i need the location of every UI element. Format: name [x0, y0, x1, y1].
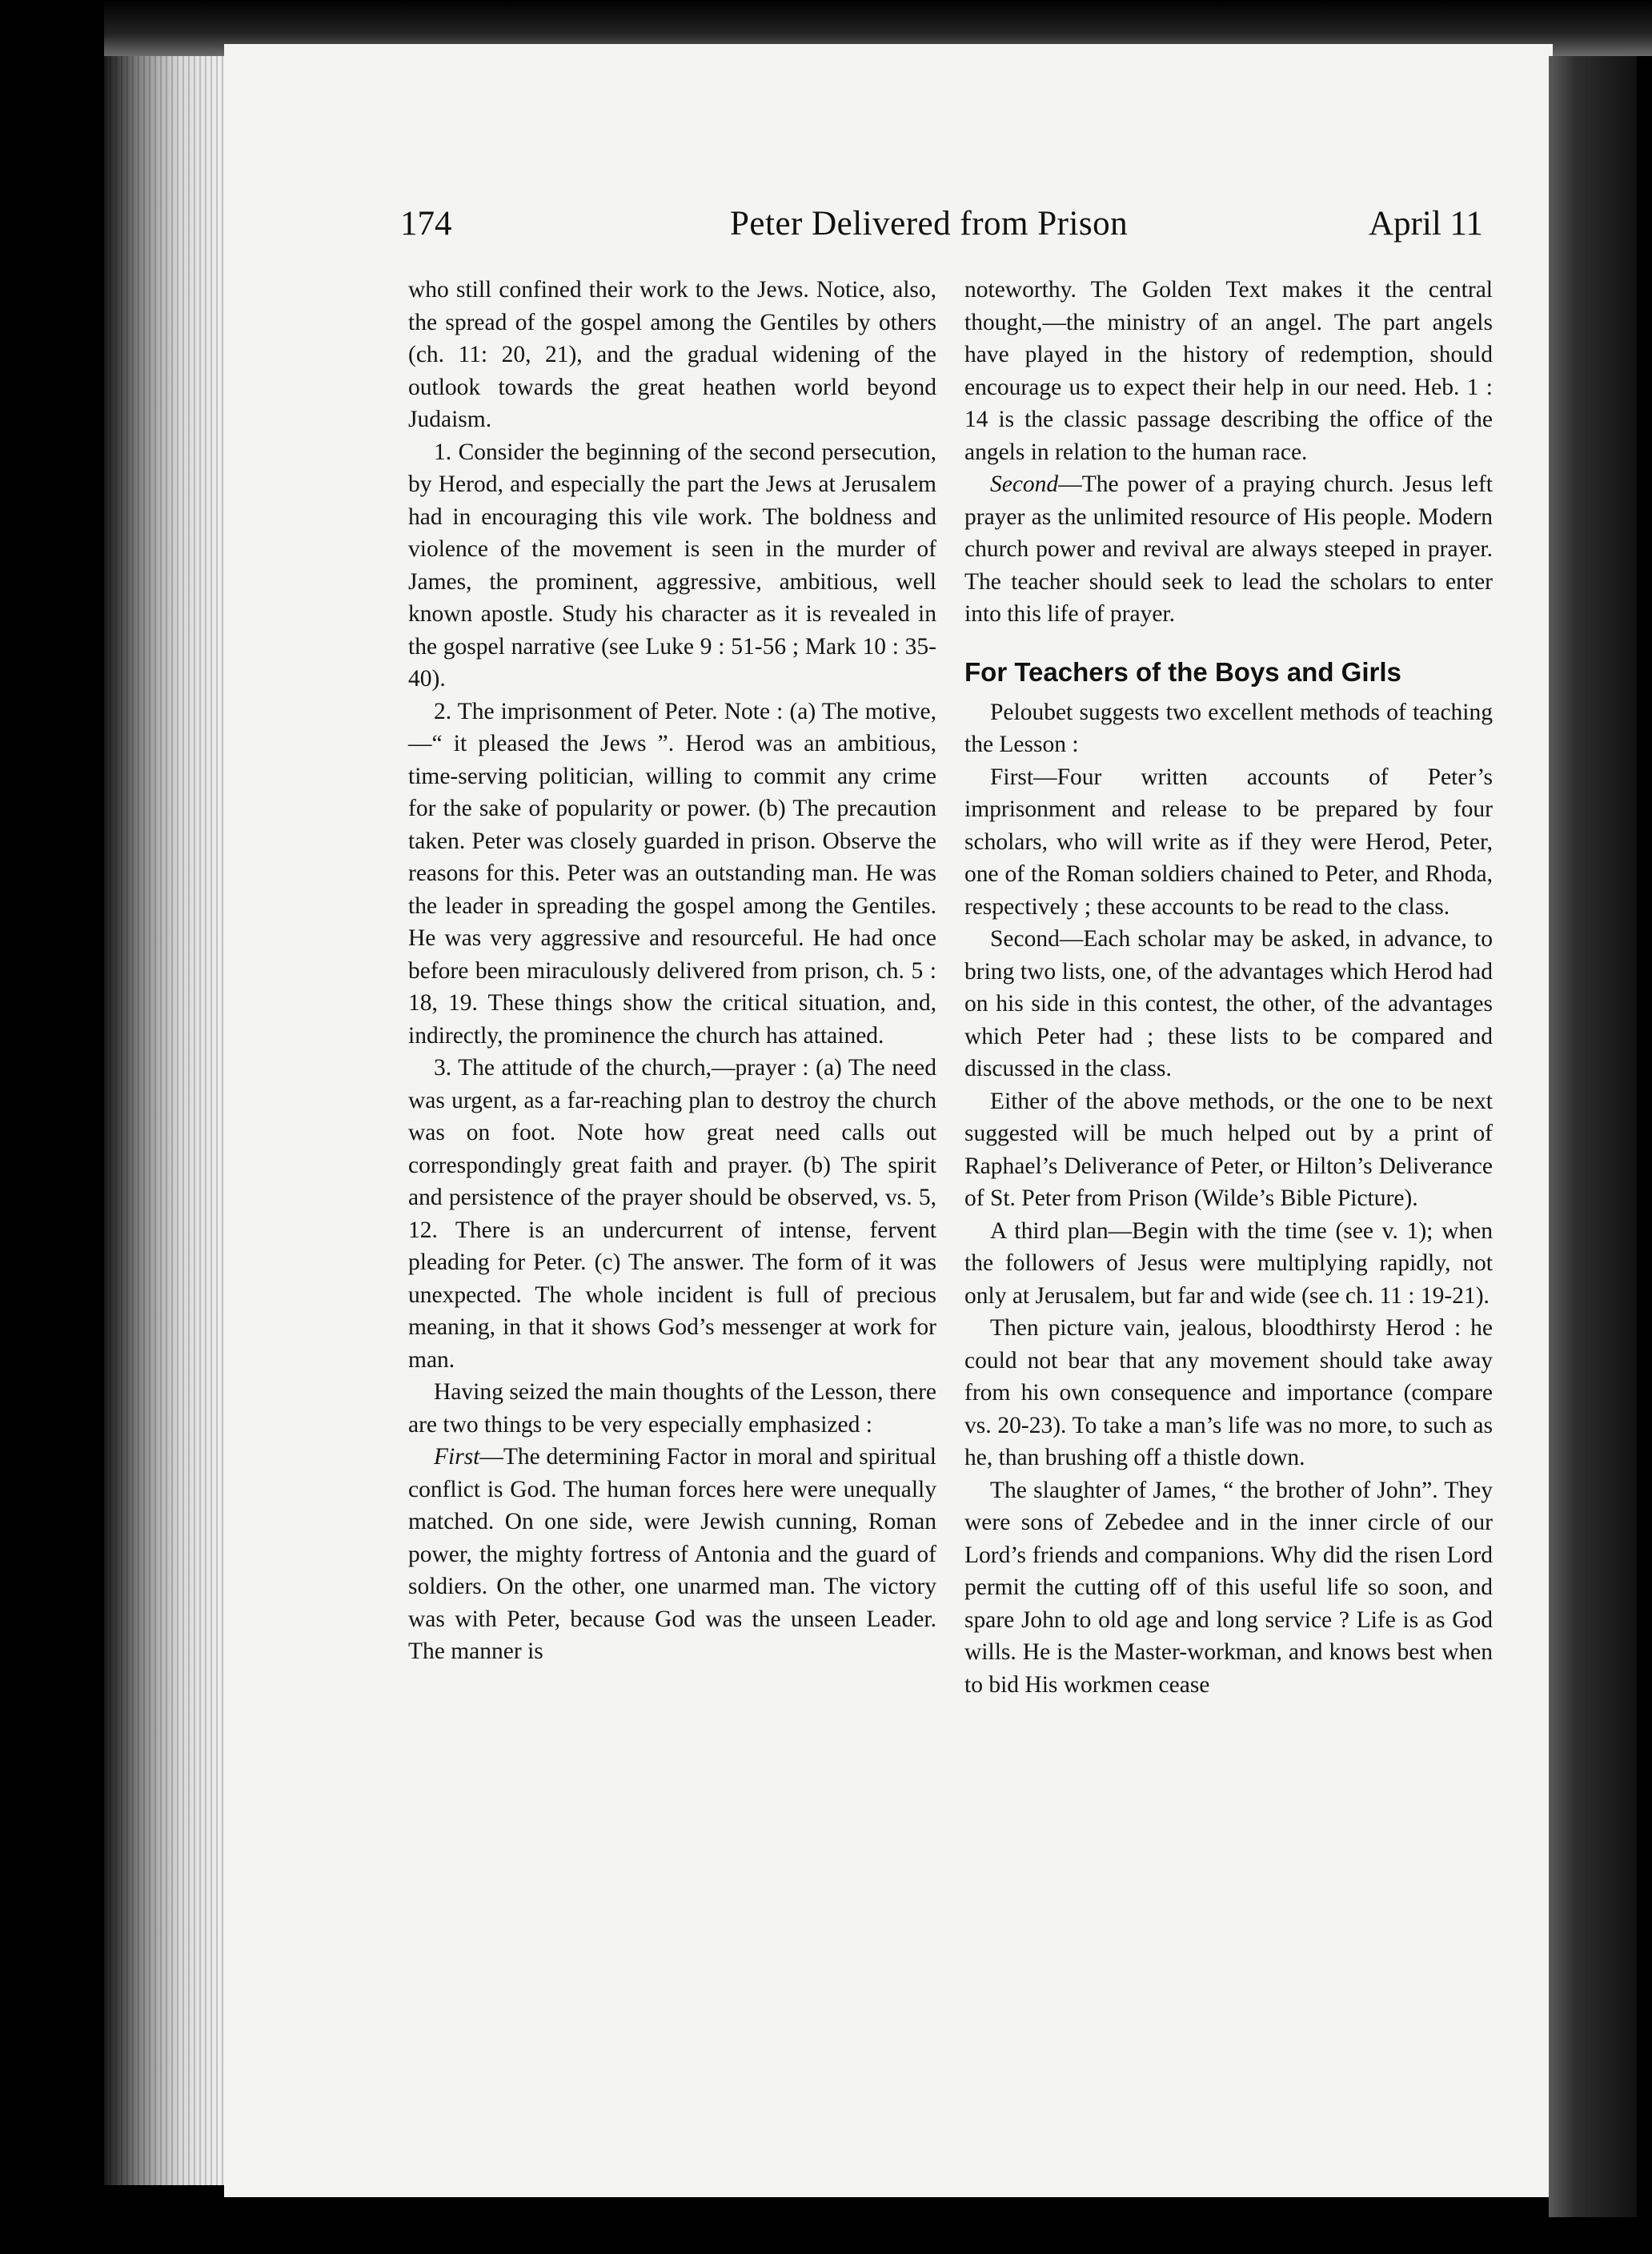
paragraph: First—Four written accounts of Peter’s imprisonment and release to be prepared by four scholars, who will write as if they were Herod, Peter, one of the Roman soldiers chained to Peter, and Rhoda, respectively ; these accounts to be read to the class. — [964, 764, 1493, 920]
paragraph: Having seized the main thoughts of the Lesson, there are two things to be very especially emphasized : — [408, 1379, 936, 1438]
right-book-edge — [1549, 56, 1637, 2217]
page-title: Peter Delivered from Prison — [730, 205, 1129, 243]
paragraph: 1. Consider the beginning of the second persecution, by Herod, and especially the part the Jews at Jerusalem had in encouraging this vile work. The boldness and violence of the movement is seen in the murder of James, the prominent, aggressive, ambitious, well known apostle. Study his character as it is revealed in the gospel narrative (see Luke 9 : 51-56 ; Mark 10 : 35-40). — [408, 439, 936, 692]
page-date: April 11 — [1369, 205, 1483, 243]
paragraph: First—The determining Factor in moral and spiritual conflict is God. The human forces here were unequally matched. On one side, were Jewish cunning, Roman power, the mighty fortress of Antonia and the guard of soldiers. On the other, one unarmed man. The victory was with Peter, because God was the unseen Leader. The manner is — [408, 1444, 936, 1664]
section-heading: For Teachers of the Boys and Girls — [964, 656, 1401, 687]
lead-word: First — [434, 1444, 480, 1470]
paragraph: A third plan—Begin with the time (see v. 1); when the followers of Jesus were multiplying rapidly, not only at Jerusalem, but far and wide (see ch. 11 : 19-21). — [964, 1217, 1493, 1309]
paragraph: who still confined their work to the Jews. Notice, also, the spread of the gospel among the Gentiles by others (ch. 11: 20, 21), and the gradual widening of the outlook towards the great heathen world beyond Judaism. — [408, 277, 936, 432]
book-page-edges — [104, 56, 232, 2185]
paragraph: The slaughter of James, “ the brother of John”. They were sons of Zebedee and in the inner circle of our Lord’s friends and companions. Why did the risen Lord permit the cutting off of this useful life so soon, and spare John to old age and long service ? Life is as God wills. He is the Master-workman, and knows best when to bid His workmen cease — [964, 1477, 1493, 1698]
lead-word: Second — [990, 471, 1059, 497]
paragraph: Second—The power of a praying church. Jesus left prayer as the unlimited resource of His people. Modern church power and revival are always steeped in prayer. The teacher should seek to lead the scholars to enter into this life of prayer. — [964, 471, 1493, 627]
running-header — [400, 204, 1505, 252]
paragraph: 3. The attitude of the church,—prayer : (a) The need was urgent, as a far-reaching plan to destroy the church was on foot. Note how great need calls out correspondingly great faith and prayer. (b) The spirit and persistence of the prayer should be observed, vs. 5, 12. There is an undercurrent of intense, fervent pleading for Peter. (c) The answer. The form of it was unexpected. The whole incident is full of precious meaning, in that it shows God’s messenger at work for man. — [408, 1055, 936, 1373]
page-number: 174 — [400, 205, 452, 243]
paragraph: Peloubet suggests two excellent methods of teaching the Lesson : — [964, 699, 1493, 757]
paragraph: 2. The imprisonment of Peter. Note : (a) The motive,—“ it pleased the Jews ”. Herod was an ambitious, time-serving politician, willing to commit any crime for the sake of popularity or power. (b) The precaution taken. Peter was closely guarded in prison. Observe the reasons for this. Peter was an outstanding man. He was the leader in spreading the gospel among the Gentiles. He was very aggressive and resourceful. He had once before been miraculously delivered from prison, ch. 5 : 18, 19. These things show the critical situation, and, indirectly, the prominence the church has attained. — [408, 698, 936, 1049]
paragraph: Second—Each scholar may be asked, in advance, to bring two lists, one, of the advantages which Herod had on his side in this contest, the other, of the advantages which Peter had ; these lists to be compared and discussed in the class. — [964, 926, 1493, 1081]
right-column — [964, 274, 1493, 1701]
paragraph: noteworthy. The Golden Text makes it the central thought,—the ministry of an angel. The part angels have played in the history of redemption, should encourage us to expect their help in our need. Heb. 1 : 14 is the classic passage describing the office of the angels in relation to the human race. — [964, 277, 1493, 465]
paragraph: Either of the above methods, or the one to be next suggested will be much helped out by a print of Raphael’s Deliverance of Peter, or Hilton’s Deliverance of St. Peter from Prison (Wilde’s Bible Picture). — [964, 1088, 1493, 1211]
paragraph: Then picture vain, jealous, bloodthirsty Herod : he could not bear that any movement should take away from his own consequence and importance (compare vs. 20-23). To take a man’s life was no more, to such as he, than brushing off a thistle down. — [964, 1315, 1493, 1470]
left-column — [408, 274, 936, 1668]
